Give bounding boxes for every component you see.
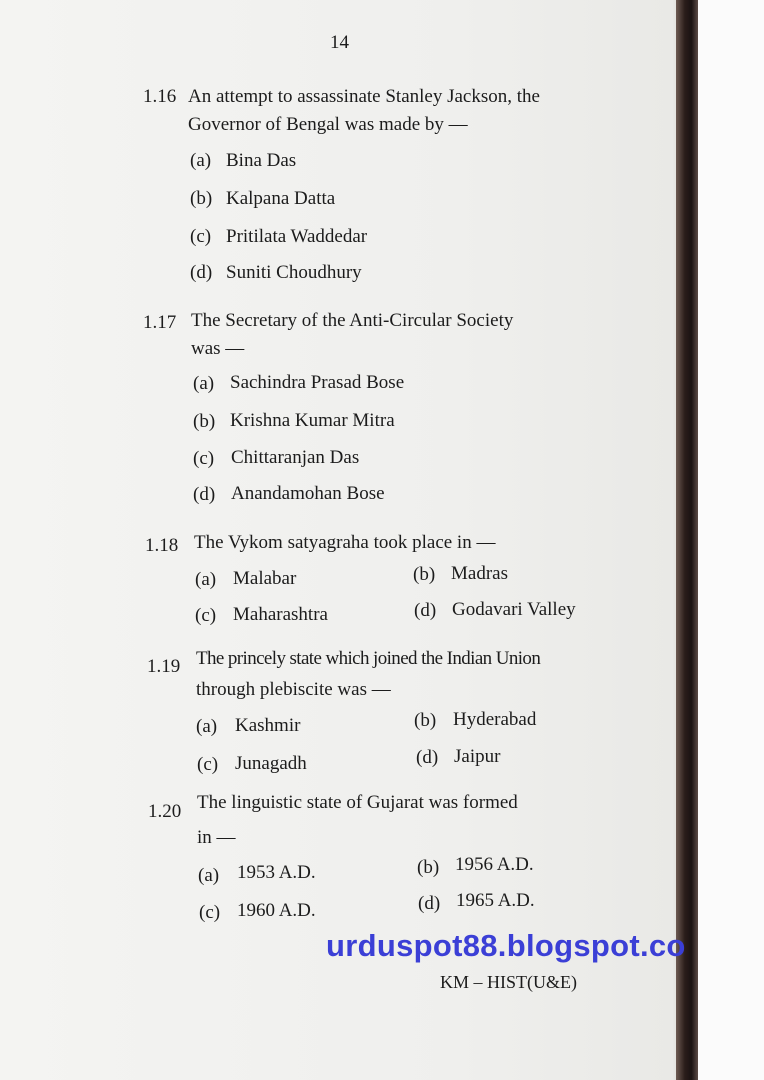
option-label: (d) [416,747,439,768]
option-text: Hyderabad [453,709,537,730]
option-label: (d) [190,262,213,283]
question-text: The princely state which joined the Indian Union [196,648,541,669]
question-text: in — [197,827,236,848]
question-text: was — [191,338,245,359]
option-text: Pritilata Waddedar [226,226,368,247]
option-label: (a) [196,716,218,737]
option-text: Godavari Valley [452,599,576,620]
option-label: (c) [197,754,219,775]
option-text: 1956 A.D. [455,854,534,875]
option-text: Kalpana Datta [226,188,336,209]
question-number: 1.20 [148,801,182,822]
option-text: 1965 A.D. [456,890,535,911]
option-text: Jaipur [454,746,501,767]
option-label: (c) [190,226,212,247]
option-label: (b) [414,710,437,731]
option-text: Kashmir [235,715,301,736]
option-text: Suniti Choudhury [226,262,362,283]
question-text: The linguistic state of Gujarat was formed [197,792,518,813]
question-number: 1.18 [145,535,179,556]
option-label: (c) [193,448,215,469]
question-text: The Vykom satyagraha took place in — [194,532,496,553]
option-label: (a) [193,373,215,394]
option-label: (d) [414,600,437,621]
option-text: Madras [451,563,508,584]
question-text: through plebiscite was — [196,679,391,700]
option-text: 1960 A.D. [237,900,316,921]
option-text: Junagadh [235,753,307,774]
option-text: Maharashtra [233,604,328,625]
question-text: Governor of Bengal was made by — [188,114,468,135]
option-label: (c) [195,605,217,626]
option-label: (b) [193,411,216,432]
option-text: 1953 A.D. [237,862,316,883]
option-text: Krishna Kumar Mitra [230,410,395,431]
watermark: urduspot88.blogspot.co [326,928,686,963]
option-label: (b) [417,857,440,878]
option-text: Chittaranjan Das [231,447,360,468]
question-number: 1.19 [147,656,181,677]
option-label: (a) [190,150,212,171]
option-text: Sachindra Prasad Bose [230,372,405,393]
option-label: (c) [199,902,221,923]
option-text: Anandamohan Bose [231,483,385,504]
option-label: (d) [193,484,216,505]
option-label: (d) [418,893,441,914]
question-text: An attempt to assassinate Stanley Jackson, the [188,86,540,107]
option-label: (a) [198,865,220,886]
book-binding [676,0,698,1080]
option-text: Malabar [233,568,297,589]
option-label: (b) [190,188,213,209]
background-edge [698,0,764,1080]
page-number: 14 [330,32,349,53]
option-text: Bina Das [226,150,297,171]
option-label: (a) [195,569,217,590]
option-label: (b) [413,564,436,585]
question-text: The Secretary of the Anti-Circular Society [191,310,514,331]
question-number: 1.17 [143,312,177,333]
footer-code: KM – HIST(U&E) [440,972,577,992]
question-number: 1.16 [143,86,177,107]
